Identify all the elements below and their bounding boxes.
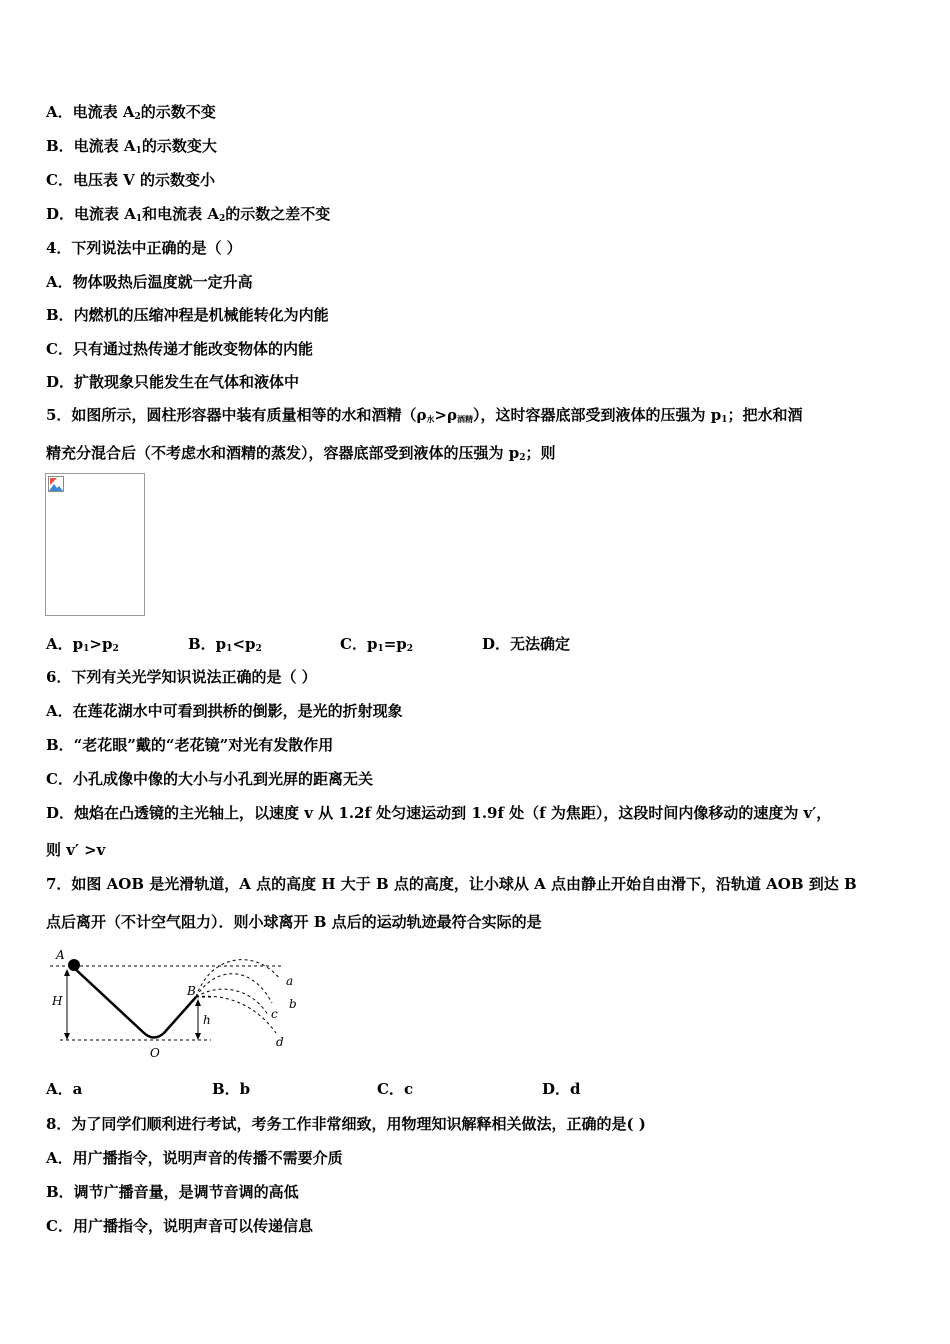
q6-option-d-line2: 则 v′ >v [46,841,106,859]
q6-option-a: A．在莲花湖水中可看到拱桥的倒影，是光的折射现象 [46,702,403,720]
label-d: d [276,1035,284,1049]
q8-stem: 8．为了同学们顺利进行考试，考务工作非常细致，用物理知识解释相关做法，正确的是( ) [46,1115,646,1133]
q4-option-a: A．物体吸热后温度就一定升高 [46,273,253,291]
ball [68,959,80,971]
q5-figure-placeholder [45,473,145,616]
q6-option-d-line1: D．烛焰在凸透镜的主光轴上，以速度 v 从 1.2f 处匀速运动到 1.9f 处（f 为焦距），这段时间内像移动的速度为 v′， [46,804,832,822]
label-O: O [150,1046,160,1060]
label-A: A [56,948,65,962]
q5-option-d: D．无法确定 [482,635,571,653]
label-b: b [289,997,297,1011]
q3-option-d: D．电流表 $A_1$和电流表 $A_2$的示数之差不变 [46,205,331,224]
q3-option-c: C．电压表 V 的示数变小 [46,171,216,189]
q7-stem-line2: 点后离开（不计空气阻力）．则小球离开 B 点后的运动轨迹最符合实际的是 [46,913,542,931]
q5-option-c: C．$p_1=p_2$ [340,635,414,654]
q5-stem-line1: 5．如图所示，圆柱形容器中装有质量相等的水和酒精$(\rho_水>\rho_{酒精})$，这时容器底部受到液体的压强为 $p_1$；把水和酒 [46,406,803,425]
label-h: h [203,1013,211,1027]
q4-option-c: C．只有通过热传递才能改变物体的内能 [46,340,313,358]
q8-option-c: C．用广播指令，说明声音可以传递信息 [46,1217,313,1235]
q8-option-a: A．用广播指令，说明声音的传播不需要介质 [46,1149,343,1167]
q6-option-c: C．小孔成像中像的大小与小孔到光屏的距离无关 [46,770,373,788]
q7-option-d: D．d [542,1080,581,1098]
label-H: H [52,994,63,1008]
q7-option-b: B．b [212,1080,251,1098]
q6-stem: 6．下列有关光学知识说法正确的是（ ） [46,668,317,686]
label-a: a [286,974,294,988]
q7-stem-line1: 7．如图 AOB 是光滑轨道，A 点的高度 H 大于 B 点的高度，让小球从 A 点由静止开始自由滑下，沿轨道 AOB 到达 B [46,875,857,893]
label-c: c [271,1007,278,1021]
q5-stem-line2: 精充分混合后（不考虑水和酒精的蒸发），容器底部受到液体的压强为 $p_2$；则 [46,444,556,463]
q4-stem: 4．下列说法中正确的是（ ） [46,239,242,257]
q7-option-c: C．c [377,1080,414,1098]
q3-option-a: A．电流表 $A_2$的示数不变 [46,103,216,122]
q4-option-d: D．扩散现象只能发生在气体和液体中 [46,373,300,391]
q6-option-b: B．“老花眼”戴的“老花镜”对光有发散作用 [46,736,334,754]
q7-track-figure [46,945,306,1065]
q5-option-b: B．$p_1<p_2$ [188,635,262,654]
label-B: B [187,984,196,998]
q4-option-b: B．内燃机的压缩冲程是机械能转化为内能 [46,306,329,324]
trajectory-c [196,989,268,1015]
q8-option-b: B．调节广播音量，是调节音调的高低 [46,1183,299,1201]
broken-image-icon [48,476,64,492]
track-aob [72,966,196,1038]
q7-option-a: A．a [46,1080,83,1098]
q3-option-b: B．电流表 $A_1$的示数变大 [46,137,217,156]
trajectory-b [196,974,272,1003]
q5-option-a: A．$p_1>p_2$ [46,635,119,654]
